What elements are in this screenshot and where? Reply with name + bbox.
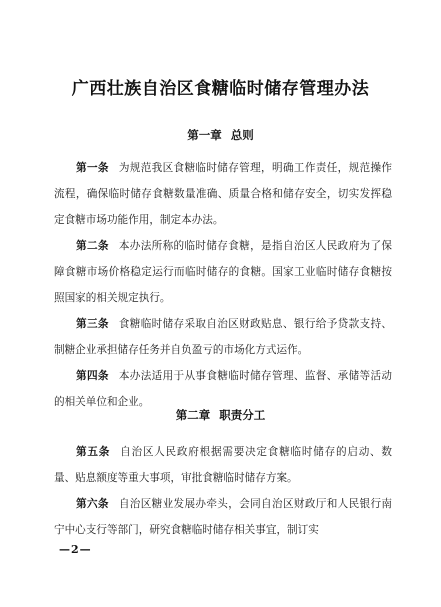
article-5-label: 第五条 <box>76 446 111 458</box>
article-3-label: 第三条 <box>76 318 109 330</box>
article-6-text: 自治区糖业发展办牵头，会同自治区财政厅和人民银行南宁中心支行等部门，研究食糖临时储存相关事宜，制订实 <box>54 498 393 536</box>
article-3 <box>54 311 392 363</box>
article-1-text: 为规范我区食糖临时储存管理，明确工作责任，规范操作流程，确保临时储存食糖数量准确、质量合格和储存安全，切实发挥稳定食糖市场功能作用，制定本办法。 <box>54 162 393 226</box>
page-number: —2— <box>59 543 92 556</box>
article-4-text: 本办法适用于从事食糖临时储存管理、监督、承储等活动的相关单位和企业。 <box>54 370 393 408</box>
article-4-label: 第四条 <box>76 370 109 382</box>
article-6-label: 第六条 <box>76 498 109 510</box>
chapter-1-heading <box>0 127 441 143</box>
article-2-text: 本办法所称的临时储存食糖，是指自治区人民政府为了保障食糖市场价格稳定运行而临时储存的食糖。国家工业临时储存食糖按照国家的相关规定执行。 <box>54 240 393 304</box>
article-5 <box>54 439 392 491</box>
document-title: 广西壮族自治区食糖临时储存管理办法 <box>71 79 370 99</box>
chapter-1-number: 第一章 <box>187 128 222 142</box>
article-1 <box>54 155 392 233</box>
article-6 <box>54 491 392 543</box>
article-3-text: 食糖临时储存采取自治区财政贴息、银行给予贷款支持、制糖企业承担储存任务并自负盈亏的市场化方式运作。 <box>54 318 393 356</box>
chapter-2-heading <box>0 407 441 423</box>
article-5-text: 自治区人民政府根据需要决定食糖临时储存的启动、数量、贴息额度等重大事项，审批食糖临时储存方案。 <box>54 446 393 484</box>
chapter-2-number: 第二章 <box>175 408 211 422</box>
chapter-2-name: 职责分工 <box>219 408 266 422</box>
article-1-label: 第一条 <box>76 162 109 174</box>
article-2-label: 第二条 <box>76 240 109 252</box>
article-2 <box>54 233 392 311</box>
chapter-1-name: 总则 <box>230 128 254 142</box>
